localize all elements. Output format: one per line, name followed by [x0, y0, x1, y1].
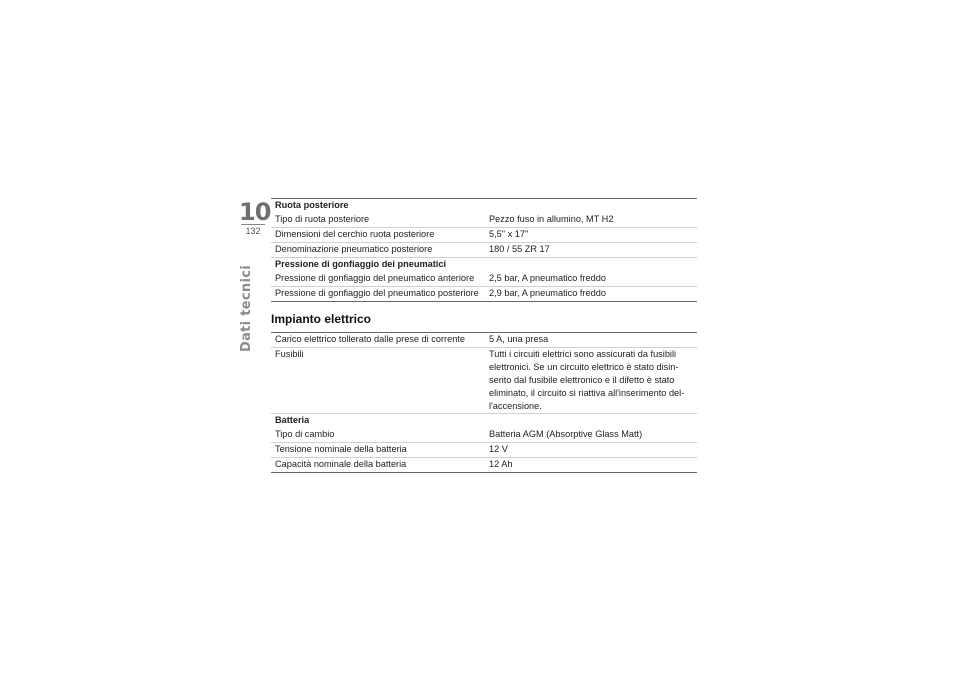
- electrical-section-title: Impianto elettrico: [271, 312, 372, 326]
- table-row: [271, 213, 697, 228]
- table-row: [271, 272, 697, 287]
- spec-value: 2,9 bar, A pneumatico freddo: [485, 287, 697, 302]
- spec-value: 5 A, una presa: [485, 333, 697, 348]
- rear-wheel-table: [271, 198, 697, 302]
- spec-value: Tutti i circuiti elettrici sono assicurati da fusibili elettronici. Se un circuito elettrico è stato disin-serito dal fusibile elettronico e il difetto è stato eliminato, il circuito si riattiva all'inserimento del-l'accensione.: [485, 348, 697, 414]
- spec-key: Tipo di cambio: [271, 428, 485, 443]
- table-row: [271, 287, 697, 302]
- table-heading-row: [271, 258, 697, 273]
- rear-wheel-heading: Ruota posteriore: [271, 199, 697, 214]
- spec-key: Denominazione pneumatico posteriore: [271, 243, 485, 258]
- table-row: [271, 243, 697, 258]
- spec-key: Tensione nominale della batteria: [271, 443, 485, 458]
- spec-key: Capacità nominale della batteria: [271, 458, 485, 473]
- table-heading-row: [271, 414, 697, 429]
- spec-key: Fusibili: [271, 348, 485, 414]
- battery-heading: Batteria: [271, 414, 697, 429]
- table-row: [271, 443, 697, 458]
- spec-value: 5,5" x 17": [485, 228, 697, 243]
- table-row: [271, 333, 697, 348]
- spec-key: Pressione di gonfiaggio del pneumatico anteriore: [271, 272, 485, 287]
- table-heading-row: [271, 199, 697, 214]
- page-number: 132: [241, 224, 265, 237]
- table-row: [271, 458, 697, 473]
- electrical-table: [271, 332, 697, 473]
- spec-value: 180 / 55 ZR 17: [485, 243, 697, 258]
- tire-pressure-heading: Pressione di gonfiaggio dei pneumatici: [271, 258, 697, 273]
- spec-value: 2,5 bar, A pneumatico freddo: [485, 272, 697, 287]
- spec-value: Pezzo fuso in allumino, MT H2: [485, 213, 697, 228]
- chapter-side-title: Dati tecnici: [239, 265, 254, 352]
- table-row: [271, 428, 697, 443]
- spec-value: Batteria AGM (Absorptive Glass Matt): [485, 428, 697, 443]
- spec-content: [271, 198, 697, 473]
- spec-value: 12 V: [485, 443, 697, 458]
- spec-key: Tipo di ruota posteriore: [271, 213, 485, 228]
- spec-key: Dimensioni del cerchio ruota posteriore: [271, 228, 485, 243]
- table-row: [271, 348, 697, 414]
- spec-key: Carico elettrico tollerato dalle prese di corrente: [271, 333, 485, 348]
- table-row: [271, 228, 697, 243]
- chapter-number: 10: [239, 198, 271, 226]
- spec-key: Pressione di gonfiaggio del pneumatico posteriore: [271, 287, 485, 302]
- spec-value: 12 Ah: [485, 458, 697, 473]
